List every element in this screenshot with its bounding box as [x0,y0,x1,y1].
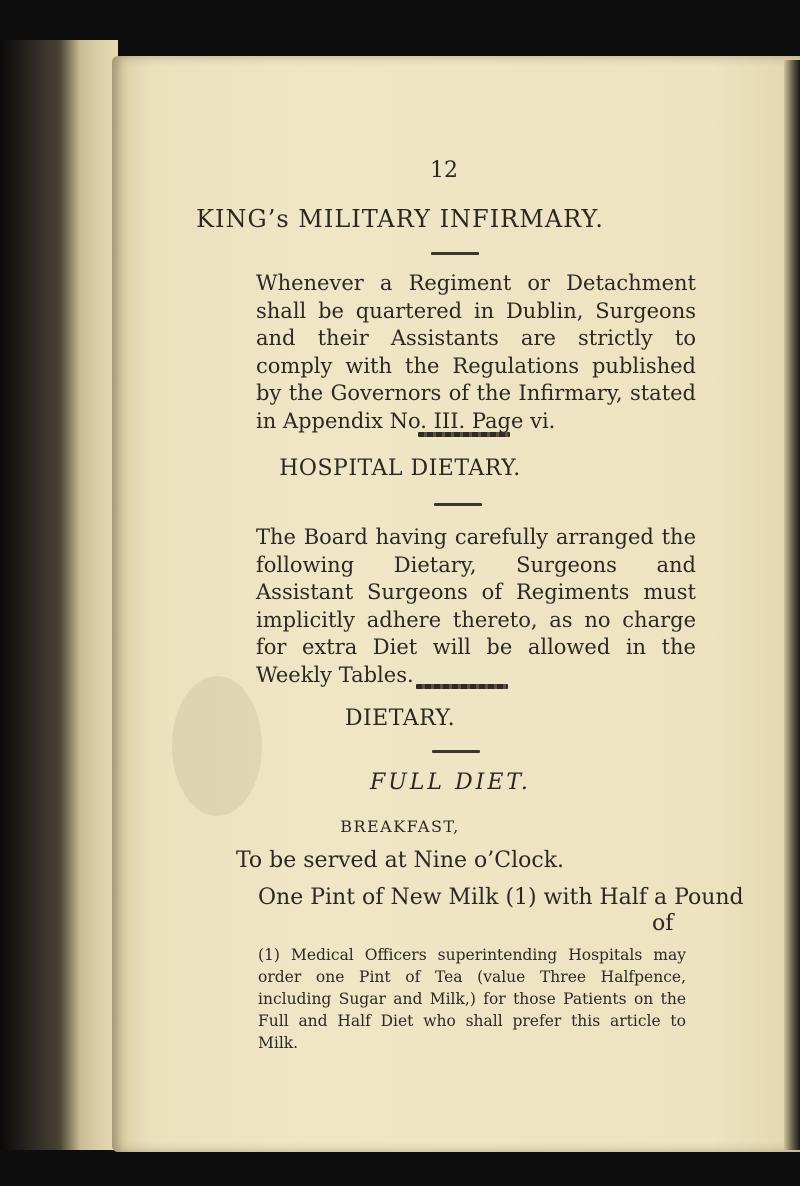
page-title: KING’s MILITARY INFIRMARY. [196,205,604,233]
section-ornament-rule [418,432,510,437]
catchword: of [652,911,674,936]
dietary-divider [432,750,480,753]
dietary-ornament-rule [416,684,508,689]
page-stain [172,676,262,816]
footnote: (1) Medical Officers superintending Hospitals may order one Pint of Tea (value Three Halfpence, including Sugar and Milk,) for those Patients on the Full and Half Diet who shall prefer this article to Milk. [258,946,686,1052]
breakfast-heading: BREAKFAST, [340,817,460,836]
dietary-heading: DIETARY. [344,706,456,731]
intro-paragraph: Whenever a Regiment or Detachment shall be quartered in Dublin, Surgeons and their Assistants are strictly to comply with the Regulations published by the Governors of the Infirmary, stated in Appendix No. III. Page vi. [256,271,696,433]
section-heading-hospital-dietary: HOSPITAL DIETARY. [279,456,521,481]
section-divider [434,503,482,506]
board-paragraph: The Board having carefully arranged the following Dietary, Surgeons and Assistant Surgeons of Regiments must implicitly adhere thereto, as no charge for extra Diet will be allowed in the Weekly Tables. [256,525,696,687]
breakfast-line: One Pint of New Milk (1) with Half a Pound [258,885,744,910]
breakfast-time: To be served at Nine o’Clock. [235,848,565,873]
full-diet-heading: FULL DIET. [370,770,531,795]
title-divider [431,252,479,255]
page-number: 12 [430,158,458,183]
